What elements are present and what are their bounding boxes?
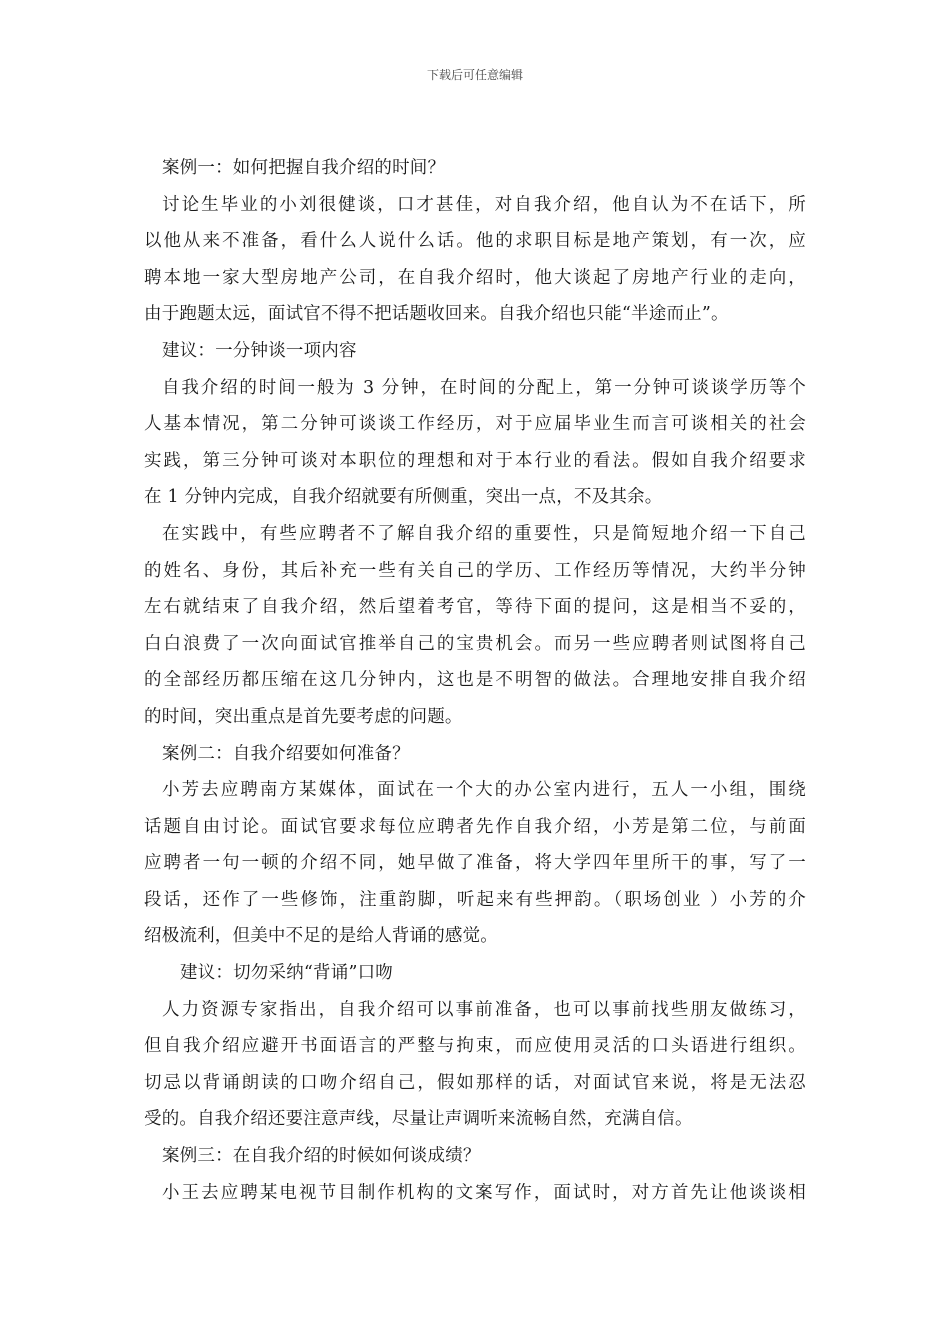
text-line: 实践，第三分钟可谈对本职位的理想和对于本行业的看法。假如自我介绍要求 [144, 450, 806, 471]
text-line: 应聘者一句一顿的介绍不同，她早做了准备，将大学四年里所干的事，写了一 [144, 853, 806, 874]
text-line: 由于跑题太远，面试官不得不把话题收回来。自我介绍也只能“半途而止”。 [144, 304, 729, 325]
section-heading: 建议：切勿采纳“背诵”口吻 [180, 963, 393, 984]
text-line: 但自我介绍应避开书面语言的严整与拘束，而应使用灵活的口头语进行组织。 [144, 1036, 806, 1057]
section-heading: 建议：一分钟谈一项内容 [162, 340, 357, 361]
text-line: 左右就结束了自我介绍，然后望着考官，等待下面的提问，这是相当不妥的， [144, 597, 806, 618]
text-line: 的时间，突出重点是首先要考虑的问题。 [144, 706, 463, 727]
document-body [144, 150, 806, 1211]
text-line: 在 1 分钟内完成，自我介绍就要有所侧重，突出一点，不及其余。 [144, 487, 663, 508]
text-line: 小芳去应聘南方某媒体，面试在一个大的办公室内进行，五人一小组，围绕 [162, 780, 806, 801]
section-heading: 案例一：如何把握自我介绍的时间？ [162, 158, 446, 178]
text-line: 的全部经历都压缩在这几分钟内，这也是不明智的做法。合理地安排自我介绍 [144, 670, 806, 691]
text-line: 讨论生毕业的小刘很健谈，口才甚佳，对自我介绍，他自认为不在话下，所 [162, 194, 806, 215]
text-line: 的姓名、身份，其后补充一些有关自己的学历、工作经历等情况，大约半分钟 [144, 560, 806, 581]
text-line: 白白浪费了一次向面试官推举自己的宝贵机会。而另一些应聘者则试图将自己 [144, 633, 806, 654]
text-line: 聘本地一家大型房地产公司，在自我介绍时，他大谈起了房地产行业的走向， [144, 267, 806, 288]
text-line: 切忌以背诵朗读的口吻介绍自己，假如那样的话，对面试官来说，将是无法忍 [144, 1072, 806, 1093]
section-heading: 案例三：在自我介绍的时候如何谈成绩？ [162, 1146, 481, 1167]
text-line: 人基本情况，第二分钟可谈谈工作经历，对于应届毕业生而言可谈相关的社会 [144, 414, 806, 435]
text-line: 段话，还作了一些修饰，注重韵脚，听起来有些押韵。（职场创业 ）小芳的介 [144, 889, 806, 910]
text-line: 在实践中，有些应聘者不了解自我介绍的重要性，只是简短地介绍一下自己 [162, 523, 806, 544]
text-line: 以他从来不准备，看什么人说什么话。他的求职目标是地产策划，有一次，应 [144, 231, 806, 252]
text-line: 话题自由讨论。面试官要求每位应聘者先作自我介绍，小芳是第二位，与前面 [144, 816, 806, 837]
text-line: 自我介绍的时间一般为 3 分钟，在时间的分配上，第一分钟可谈谈学历等个 [162, 377, 806, 398]
text-line: 人力资源专家指出，自我介绍可以事前准备，也可以事前找些朋友做练习， [162, 999, 806, 1020]
text-line: 绍极流利，但美中不足的是给人背诵的感觉。 [144, 926, 498, 947]
page-header: 下载后可任意编辑 [426, 68, 523, 82]
text-line: 小王去应聘某电视节目制作机构的文案写作，面试时，对方首先让他谈谈相 [162, 1182, 806, 1203]
section-heading: 案例二：自我介绍要如何准备？ [162, 743, 410, 764]
text-line: 受的。自我介绍还要注意声线，尽量让声调听来流畅自然，充满自信。 [144, 1109, 693, 1130]
